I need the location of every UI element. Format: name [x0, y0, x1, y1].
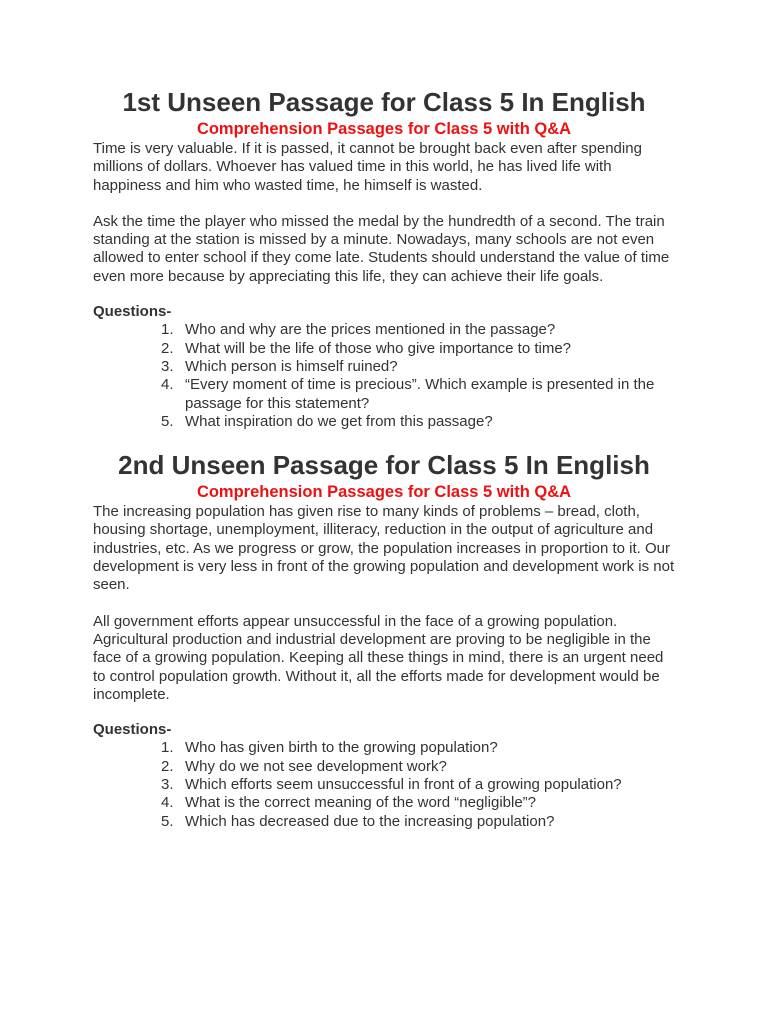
passage-paragraph: The increasing population has given rise to many kinds of problems – bread, cloth, housing shortage, unemployment, illiteracy, reduction in the output of agriculture and industries, etc. As we progress or grow, the population increases in proportion to it. Our development is very less in front of the growing population and development work is not seen.	[93, 503, 675, 594]
question-number: 5.	[161, 812, 174, 830]
question-text: Which efforts seem unsuccessful in front of a growing population?	[185, 776, 622, 794]
question-number: 2.	[161, 757, 174, 775]
question-number: 1.	[161, 739, 174, 757]
question-text: Which has decreased due to the increasing population?	[185, 812, 555, 830]
question-item	[93, 376, 675, 413]
question-text: What is the correct meaning of the word “negligible”?	[185, 794, 537, 812]
question-text: Why do we not see development work?	[185, 757, 447, 775]
question-item	[93, 413, 675, 431]
question-text: What inspiration do we get from this passage?	[185, 412, 493, 430]
passage-section-1	[93, 86, 675, 431]
question-item	[93, 813, 675, 831]
question-number: 5.	[161, 412, 174, 430]
passage-paragraph: Time is very valuable. If it is passed, it cannot be brought back even after spending millions of dollars. Whoever has valued time in this world, he has lived life with happiness and him who wasted time, he himself is wasted.	[93, 140, 642, 194]
question-text: “Every moment of time is precious”. Which example is presented in the passage for this statement?	[185, 376, 655, 412]
question-number: 4.	[161, 794, 174, 812]
question-number: 3.	[161, 357, 174, 375]
questions-heading: Questions-	[93, 303, 172, 321]
section-spacer	[93, 431, 675, 449]
question-item	[93, 321, 675, 339]
questions-list	[93, 321, 675, 431]
document-page	[93, 86, 675, 831]
question-number: 1.	[161, 321, 174, 339]
section-title: 2nd Unseen Passage for Class 5 In English	[118, 450, 650, 481]
section-subtitle: Comprehension Passages for Class 5 with Q&A	[196, 483, 572, 502]
question-item	[93, 739, 675, 757]
question-item	[93, 776, 675, 794]
passage-paragraph: All government efforts appear unsuccessful in the face of a growing population. Agricultural production and industrial development are proving to be negligible in the face of a growing population. Keeping all these things in mind, there is an urgent need to control population growth. Without it, all the efforts made for development would be incomplete.	[93, 612, 664, 703]
questions-heading: Questions-	[93, 721, 172, 739]
question-number: 3.	[161, 776, 174, 794]
question-number: 4.	[161, 376, 174, 394]
questions-list	[93, 739, 675, 830]
question-text: Which person is himself ruined?	[185, 357, 398, 375]
section-title: 1st Unseen Passage for Class 5 In English	[122, 87, 646, 117]
question-item	[93, 794, 675, 812]
passage-paragraph: Ask the time the player who missed the medal by the hundredth of a second. The train standing at the station is missed by a minute. Nowadays, many schools are not even allowed to enter school if they come late. Students should understand the value of time even more because by appreciating this life, they can achieve their life goals.	[93, 212, 670, 285]
question-item	[93, 340, 675, 358]
passage-section-2	[93, 449, 675, 831]
question-text: Who has given birth to the growing population?	[185, 739, 498, 757]
question-item	[93, 758, 675, 776]
question-item	[93, 358, 675, 376]
question-text: Who and why are the prices mentioned in the passage?	[185, 321, 556, 339]
question-text: What will be the life of those who give importance to time?	[185, 339, 572, 357]
question-number: 2.	[161, 339, 174, 357]
section-subtitle: Comprehension Passages for Class 5 with Q&A	[196, 120, 572, 138]
